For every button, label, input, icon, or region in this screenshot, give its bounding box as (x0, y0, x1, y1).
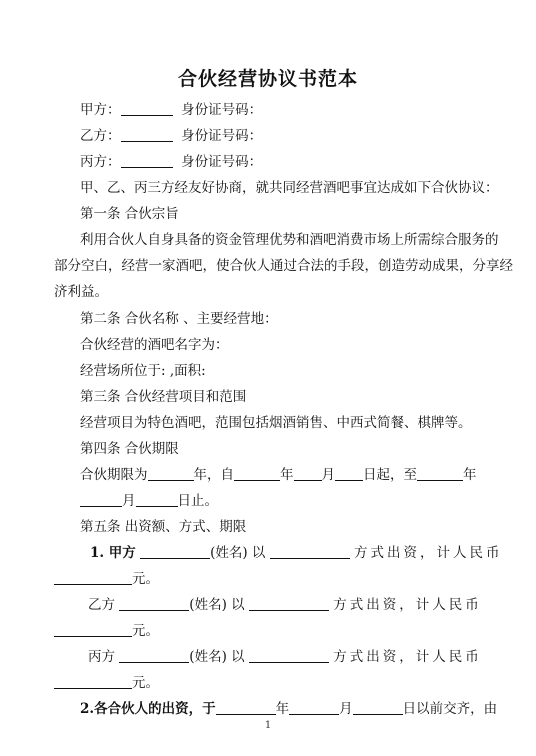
party-3-blank (121, 153, 173, 168)
article-5-item-3: 丙方 (姓名) 以 方式出资，计人民币 (88, 649, 482, 665)
party-line-1: 甲方： 身份证号码： (80, 102, 263, 118)
article-1-title: 第一条 合伙宗旨 (80, 206, 179, 222)
article-5-item-3-amount: 元。 (54, 673, 159, 693)
party-line-3: 丙方： 身份证号码： (80, 154, 263, 170)
article-5-item-2-amount: 元。 (54, 621, 159, 641)
party-1-blank (121, 101, 173, 116)
document-title: 合伙经营协议书范本 (177, 68, 358, 90)
article-5-title: 第五条 出资额、方式、期限 (80, 519, 247, 535)
article-5-item-1: 1. 甲方 (姓名) 以 方式出资，计人民币 (90, 545, 503, 561)
article-2-title: 第二条 合伙名称 、主要经营地： (80, 311, 278, 327)
party-2-blank (121, 127, 173, 142)
article-5-item-2: 乙方 (姓名) 以 方式出资，计人民币 (88, 597, 482, 613)
intro-paragraph: 甲、乙、丙三方经友好协商，就共同经营酒吧事宜达成如下合伙协议： (80, 180, 499, 196)
article-5-clause-2: 2.各合伙人的出资，于 年 月 日以前交齐，由 (80, 701, 498, 717)
article-3-line-1: 经营项目为特色酒吧，范围包括烟酒销售、中西式简餐、棋牌等。 (80, 415, 472, 431)
article-2-line-1: 合伙经营的酒吧名字为： (80, 337, 229, 353)
article-1-line-3: 济利益。 (54, 284, 108, 300)
article-1-line-2: 部分空白，经营一家酒吧，使合伙人通过合法的手段，创造劳动成果，分享经 (54, 258, 513, 274)
article-5-item-1-amount: 元。 (54, 569, 159, 589)
article-3-title: 第三条 合伙经营项目和范围 (80, 389, 247, 405)
page-number: 1 (264, 720, 272, 731)
article-2-line-2: 经营场所位于: ,面积: (80, 363, 206, 379)
article-1-line-1: 利用合伙人自身具备的资金管理优势和酒吧消费市场上所需综合服务的 (80, 232, 499, 248)
article-4-title: 第四条 合伙期限 (80, 441, 179, 457)
article-4-line-1: 合伙期限为 年，自 年 月 日起，至 年 (80, 467, 477, 483)
party-line-2: 乙方： 身份证号码： (80, 128, 263, 144)
article-4-line-2: 月 日止。 (80, 491, 218, 511)
